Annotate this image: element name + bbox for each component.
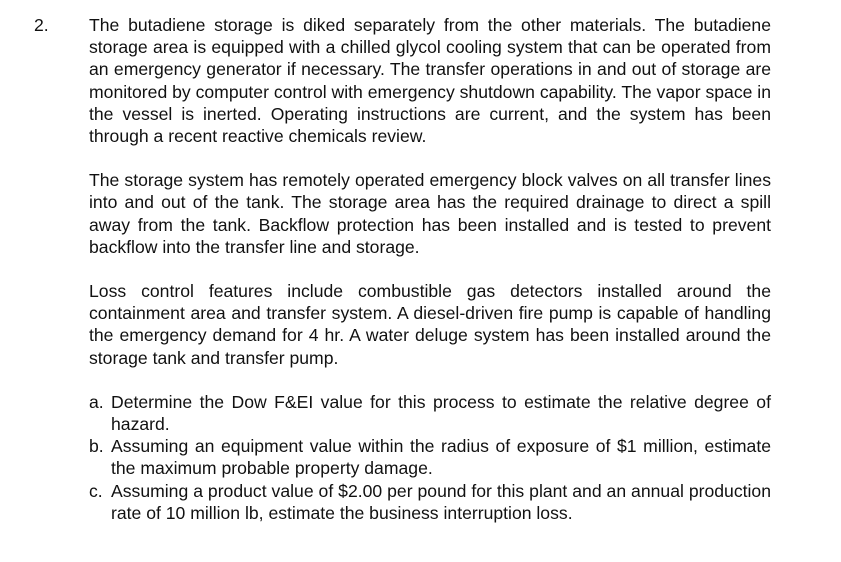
problem-body — [89, 14, 771, 524]
paragraph-block-valves: The storage system has remotely operated emergency block valves on all transfer lines into and out of the tank. The storage area has the required drainage to direct a spill away from the tank. Backflow protection has been installed and is tested to prevent backflow into the transfer line and storage. — [89, 170, 771, 257]
subpart-a — [89, 391, 771, 435]
subpart-label: b. — [89, 436, 104, 457]
paragraph-dike-cooling: The butadiene storage is diked separately from the other materials. The butadiene storage area is equipped with a chilled glycol cooling system that can be operated from an emergency generator if necessary. The transfer operations in and out of storage are monitored by computer control with emergency shutdown capability. The vapor space in the vessel is inerted. Operating instructions are current, and the system has been through a recent reactive chemicals review. — [89, 15, 771, 147]
subpart-text: Determine the Dow F&EI value for this process to estimate the relative degree of hazard. — [111, 391, 771, 435]
problem-number: 2. — [34, 15, 49, 35]
subparts-list — [89, 391, 771, 524]
subpart-b — [89, 435, 771, 479]
subpart-text: Assuming a product value of $2.00 per pound for this plant and an annual production rate of 10 million lb, estimate the business interruption loss. — [111, 480, 771, 523]
paragraph-loss-control: Loss control features include combustible gas detectors installed around the containment area and transfer system. A diesel-driven fire pump is capable of handling the emergency demand for 4 hr. A water deluge system has been installed around the storage tank and transfer pump. — [89, 281, 771, 368]
subpart-label: a. — [89, 391, 104, 412]
subpart-text: Assuming an equipment value within the radius of exposure of $1 million, estimate the maximum probable property damage. — [111, 436, 771, 479]
subpart-c — [89, 480, 771, 524]
subpart-label: c. — [89, 480, 103, 501]
